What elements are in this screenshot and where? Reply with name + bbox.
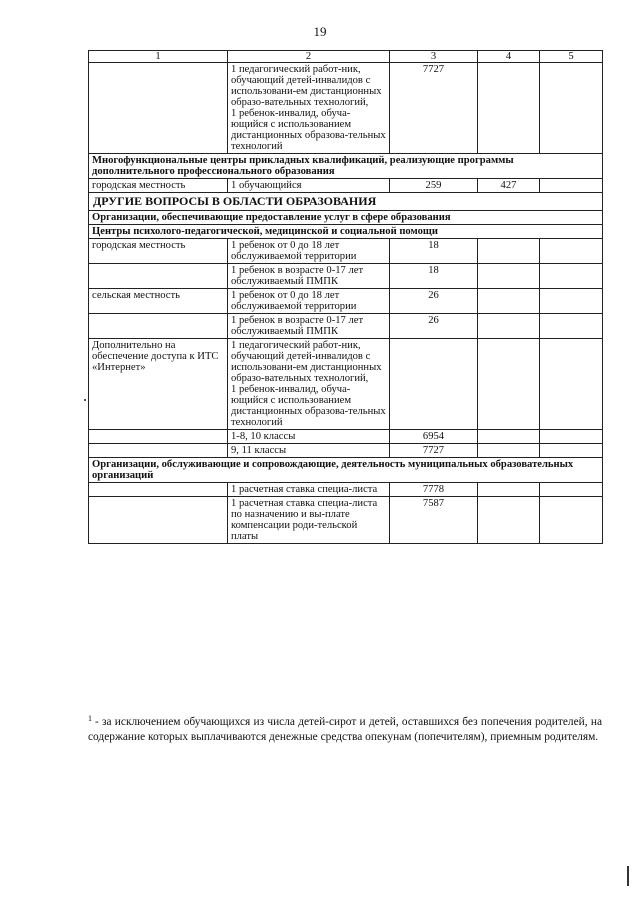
cell-col2: 1 ребенок в возрасте 0-17 лет обслуживаемый ПМПК xyxy=(228,314,390,339)
cell-col3: 7778 xyxy=(390,483,478,497)
table-row xyxy=(89,339,603,430)
cell-col4 xyxy=(478,497,540,544)
cell-col4 xyxy=(478,63,540,154)
cell-col2: 1 ребенок в возрасте 0-17 лет обслуживаемый ПМПК xyxy=(228,264,390,289)
cell-col5 xyxy=(540,314,603,339)
cell-col2: 1 расчетная ставка специа-листа xyxy=(228,483,390,497)
cell-col3: 26 xyxy=(390,314,478,339)
cell-col5 xyxy=(540,430,603,444)
page-number: 19 xyxy=(313,24,327,39)
table-row xyxy=(89,264,603,289)
cell-col5 xyxy=(540,483,603,497)
table-row xyxy=(89,444,603,458)
section-title: ДРУГИЕ ВОПРОСЫ В ОБЛАСТИ ОБРАЗОВАНИЯ xyxy=(89,193,603,211)
cell-col1 xyxy=(89,314,228,339)
table-row xyxy=(89,63,603,154)
table-row xyxy=(89,179,603,193)
section-header-row xyxy=(89,193,603,211)
table-row xyxy=(89,497,603,544)
cell-col1 xyxy=(89,497,228,544)
cell-col2: 9, 11 классы xyxy=(228,444,390,458)
section-header-row xyxy=(89,458,603,483)
cell-col1 xyxy=(89,430,228,444)
footnote xyxy=(88,711,602,745)
cell-col3: 259 xyxy=(390,179,478,193)
funding-norms-table xyxy=(88,50,603,544)
cell-col2: 1 обучающийся xyxy=(228,179,390,193)
cell-col5 xyxy=(540,264,603,289)
section-title: Центры психолого-педагогической, медицинской и социальной помощи xyxy=(89,225,603,239)
cell-col1: Дополнительно на обеспечение доступа к ИТС «Интернет» xyxy=(89,339,228,430)
cell-col3: 7587 xyxy=(390,497,478,544)
section-title: Организации, обслуживающие и сопровождающие, деятельность муниципальных образовательных организаций xyxy=(89,458,603,483)
table-header-row xyxy=(89,51,603,63)
cell-col5 xyxy=(540,444,603,458)
cell-col4 xyxy=(478,289,540,314)
cell-col5 xyxy=(540,63,603,154)
cell-col3: 18 xyxy=(390,239,478,264)
header-cell: 4 xyxy=(478,51,540,63)
table-row xyxy=(89,314,603,339)
cell-col1: сельская местность xyxy=(89,289,228,314)
table-row xyxy=(89,289,603,314)
scan-mark xyxy=(84,399,86,401)
table-row xyxy=(89,430,603,444)
cell-col4 xyxy=(478,264,540,289)
cell-col1 xyxy=(89,264,228,289)
scan-margin-line xyxy=(627,866,629,886)
cell-col5 xyxy=(540,289,603,314)
cell-col4 xyxy=(478,339,540,430)
section-title: Многофункциональные центры прикладных квалификаций, реализующие программы дополнительного профессионального образования xyxy=(89,154,603,179)
cell-col4 xyxy=(478,239,540,264)
table-row xyxy=(89,239,603,264)
footnote-text: - за исключением обучающихся из числа детей-сирот и детей, оставшихся без попечения родителей, на содержание которых выплачиваются денежные средства опекунам (попечителям), приемным родителям. xyxy=(88,716,602,743)
cell-col4: 427 xyxy=(478,179,540,193)
section-header-row xyxy=(89,154,603,179)
cell-col1: городская местность xyxy=(89,179,228,193)
cell-col3: 7727 xyxy=(390,63,478,154)
cell-col1 xyxy=(89,483,228,497)
cell-col3: 18 xyxy=(390,264,478,289)
section-header-row xyxy=(89,211,603,225)
cell-col4 xyxy=(478,444,540,458)
cell-col3: 7727 xyxy=(390,444,478,458)
cell-col3 xyxy=(390,339,478,430)
cell-col2: 1-8, 10 классы xyxy=(228,430,390,444)
cell-col4 xyxy=(478,430,540,444)
header-cell: 2 xyxy=(228,51,390,63)
header-cell: 1 xyxy=(89,51,228,63)
cell-col5 xyxy=(540,497,603,544)
cell-col5 xyxy=(540,179,603,193)
table-row xyxy=(89,483,603,497)
cell-col4 xyxy=(478,483,540,497)
section-title: Организации, обеспечивающие предоставление услуг в сфере образования xyxy=(89,211,603,225)
cell-col1: городская местность xyxy=(89,239,228,264)
footnote-marker: 1 xyxy=(88,714,92,723)
cell-col1 xyxy=(89,63,228,154)
cell-col4 xyxy=(478,314,540,339)
cell-col2: 1 педагогический работ-ник, обучающий детей-инвалидов с использовани-ем дистанционных образо-вательных технологий, 1 ребенок-инвалид, обуча-ющийся с использованием дистанционных образова-тельных технологий xyxy=(228,63,390,154)
cell-col2: 1 педагогический работ-ник, обучающий детей-инвалидов с использовани-ем дистанционных образо-вательных технологий, 1 ребенок-инвалид, обуча-ющийся с использованием дистанционных образова-тельных технологий xyxy=(228,339,390,430)
cell-col1 xyxy=(89,444,228,458)
cell-col2: 1 расчетная ставка специа-листа по назначению и вы-плате компенсации роди-тельской платы xyxy=(228,497,390,544)
header-cell: 3 xyxy=(390,51,478,63)
cell-col2: 1 ребенок от 0 до 18 лет обслуживаемой территории xyxy=(228,239,390,264)
cell-col3: 26 xyxy=(390,289,478,314)
cell-col5 xyxy=(540,239,603,264)
section-header-row xyxy=(89,225,603,239)
cell-col3: 6954 xyxy=(390,430,478,444)
cell-col5 xyxy=(540,339,603,430)
header-cell: 5 xyxy=(540,51,603,63)
cell-col2: 1 ребенок от 0 до 18 лет обслуживаемой территории xyxy=(228,289,390,314)
